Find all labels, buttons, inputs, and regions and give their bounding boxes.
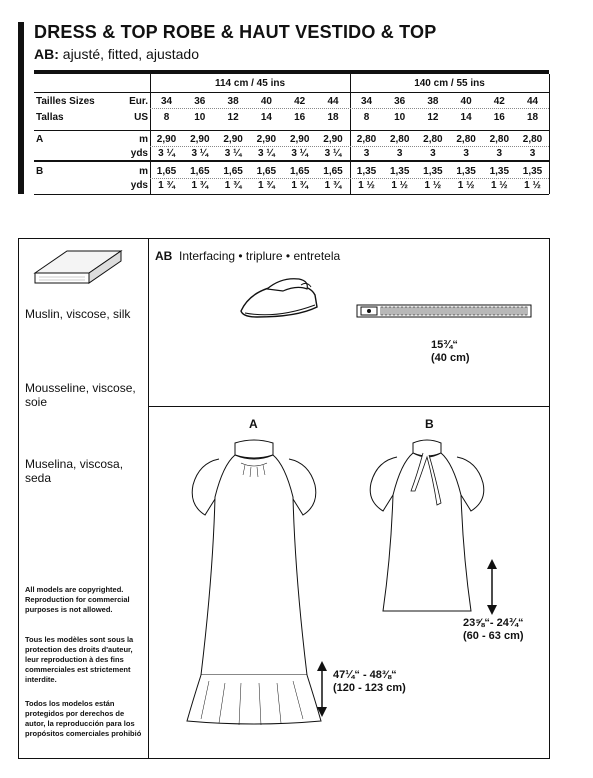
yards-cell: 3 ¼ [224,148,242,159]
label-us: US [134,112,148,123]
unit-yds-b: yds [130,180,148,191]
dress-a-length-cm: (120 - 123 cm) [333,682,406,694]
meters-cell: 1,35 [356,166,377,177]
meters-cell: 1,65 [256,166,277,177]
size-eur-cell: 38 [227,96,239,107]
size-us-cell: 14 [260,112,272,123]
yards-cell: 3 ¼ [291,148,309,159]
yards-cell: 3 [396,148,403,159]
size-us-cell: 18 [327,112,339,123]
size-eur-cell: 36 [194,96,206,107]
notions-code: AB [155,249,173,263]
size-us-cell: 10 [194,112,206,123]
meters-cell: 1,65 [323,166,343,177]
fabric-bolt-icon [29,245,129,289]
meters-cell: 2,80 [389,134,410,145]
size-us-cell: 8 [363,112,370,123]
dress-a-illustration [179,435,329,725]
meters-cell: 1,35 [522,166,543,177]
yards-cell: 1 ½ [391,180,409,191]
meters-cell: 2,90 [256,134,277,145]
meters-cell: 2,80 [456,134,476,145]
subtitle-code: AB: [34,46,59,62]
yards-cell: 3 ¼ [158,148,175,159]
size-eur-cell: 44 [526,96,539,107]
yards-cell: 3 [463,148,469,159]
copyright-en: All models are copyrighted. Reproduction for commercial purposes is not allowed. [25,585,130,614]
size-eur-cell: 44 [327,96,339,107]
size-eur-cell: 42 [493,96,505,107]
size-eur-cell: 38 [427,96,439,107]
meters-cell: 2,90 [323,134,343,145]
fabric-es: Muselina, viscosa, seda [25,457,124,485]
copyright-es: Todos los modelos están protegidos por derechos de autor, la reproducción para los propósitos comerciales prohibió [25,699,142,738]
zipper-icon [355,297,533,325]
dress-a-length [333,669,406,695]
yards-cell: 3 ¼ [191,148,209,159]
yards-cell: 1 ½ [524,180,541,191]
width-114-header: 114 cm / 45 ins [214,78,286,89]
yards-cell: 1 ¾ [291,180,309,191]
yards-cell: 3 [363,148,370,159]
size-us-cell: 16 [493,112,505,123]
copyright-fr: Tous les modèles sont sous la protection des droits d'auteur, leur reproduction à des fins commerciales est strictement interdite. [25,635,134,684]
meters-cell: 2,90 [289,134,310,145]
size-us-cell: 14 [460,112,472,123]
meters-cell: 1,35 [489,166,510,177]
view-a-title: A [249,417,258,431]
size-eur-cell: 40 [260,96,272,107]
fabric-fr: Mousseline, viscose, soie [25,381,136,409]
zipper-length [431,339,470,365]
yards-cell: 1 ¾ [224,180,242,191]
size-us-cell: 18 [526,112,539,123]
meters-cell: 2,80 [522,134,543,145]
yards-cell: 1 ½ [424,180,442,191]
unit-m-b: m [139,166,148,177]
top-b-illustration [357,435,497,615]
length-arrow-b [485,559,499,615]
interfacing-label: Interfacing • triplure • entretela [179,249,341,263]
meters-cell: 1,65 [289,166,310,177]
yardage-table [34,70,549,194]
length-arrow-a [315,661,329,717]
size-us-cell: 8 [163,112,170,123]
size-eur-cell: 34 [360,96,373,107]
zipper-length-cm: (40 cm) [431,352,470,364]
top-b-length-cm: (60 - 63 cm) [463,630,524,642]
meters-cell: 1,65 [223,166,243,177]
size-us-cell: 16 [294,112,306,123]
meters-cell: 2,80 [489,134,510,145]
unit-yds-a: yds [130,148,148,159]
meters-cell: 2,90 [190,134,210,145]
materials-panel [18,238,550,759]
meters-cell: 2,80 [356,134,377,145]
size-eur-cell: 36 [394,96,406,107]
size-eur-cell: 34 [160,96,173,107]
top-b-length [463,617,524,643]
yards-cell: 3 [430,148,436,159]
view-a-label: A [36,134,44,145]
size-us-cell: 12 [227,112,239,123]
meters-cell: 1,35 [389,166,410,177]
yards-cell: 3 [529,148,536,159]
yards-cell: 1 ¾ [258,180,275,191]
subtitle-text: ajusté, fitted, ajustado [58,46,199,62]
yards-cell: 1 ½ [358,180,375,191]
top-b-length-in: 23⅝“- 24¾“ [463,617,524,629]
width-140-header: 140 cm / 55 ins [414,78,485,89]
meters-cell: 2,90 [223,134,243,145]
view-b-label: B [36,166,44,177]
meters-cell: 1,65 [190,166,210,177]
label-tailles-sizes: Tailles Sizes [36,96,95,107]
notions-line [155,249,340,263]
yards-cell: 3 ¼ [324,148,342,159]
size-us-cell: 12 [427,112,439,123]
page-title: DRESS & TOP ROBE & HAUT VESTIDO & TOP [34,22,437,42]
meters-cell: 1,35 [423,166,443,177]
size-us-cell: 10 [394,112,406,123]
meters-cell: 1,35 [456,166,476,177]
yards-cell: 3 [496,148,503,159]
view-b-title: B [425,417,434,431]
fabric-en: Muslin, viscose, silk [25,307,131,321]
meters-cell: 2,80 [423,134,443,145]
yards-cell: 1 ¾ [191,180,209,191]
iron-icon [237,273,321,323]
title-bar [18,22,24,194]
label-tallas: Tallas [36,112,64,123]
yards-cell: 1 ¾ [158,180,175,191]
dress-a-length-in: 47¼“ - 48⅜“ [333,669,397,681]
unit-m-a: m [139,134,148,145]
size-eur-cell: 40 [460,96,472,107]
zipper-length-in: 15¾“ [431,339,458,351]
label-eur: Eur. [129,96,148,107]
meters-cell: 2,90 [156,134,177,145]
yards-cell: 1 ½ [490,180,508,191]
yards-cell: 1 ¾ [324,180,342,191]
size-eur-cell: 42 [294,96,306,107]
yards-cell: 3 ¼ [258,148,275,159]
meters-cell: 1,65 [156,166,177,177]
page-subtitle [34,46,199,62]
yards-cell: 1 ½ [457,180,475,191]
